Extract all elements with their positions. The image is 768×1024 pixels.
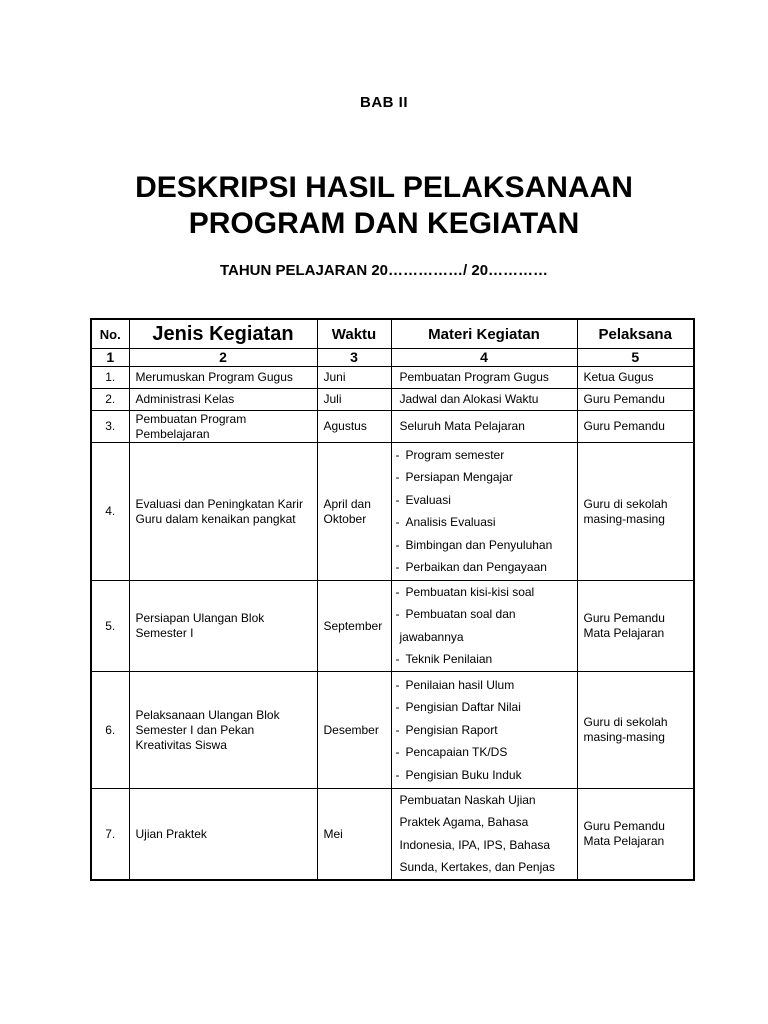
materi-item [392,674,577,697]
materi-item-text: jawabannya [399,629,464,644]
row-number: 5. [91,581,129,672]
materi-item-text: Perbaikan dan Pengayaan [405,560,547,575]
materi-item-text: Analisis Evaluasi [405,515,496,530]
materi-item [392,834,577,857]
header-no: No. [91,319,129,349]
column-index: 1 [91,349,129,367]
materi-item [392,557,577,580]
materi-item-text: Praktek Agama, Bahasa [399,815,529,830]
column-index: 5 [577,349,694,367]
materi-item [392,649,577,672]
row-jenis-kegiatan: Pelaksanaan Ulangan Blok Semester I dan Pekan Kreativitas Siswa [129,672,317,789]
bullet-dash: - [395,515,400,530]
row-pelaksana: Ketua Gugus [577,367,694,389]
row-number: 3. [91,411,129,443]
activities-table [90,318,695,881]
row-pelaksana: Guru Pemandu [577,389,694,411]
row-number: 6. [91,672,129,789]
materi-item-text: Pengisian Daftar Nilai [405,700,521,714]
materi-item [392,696,577,719]
row-pelaksana: Guru di sekolah masing-masing [577,443,694,581]
row-materi-kegiatan [391,411,577,443]
row-pelaksana: Guru Pemandu [577,411,694,443]
materi-item-text: Sunda, Kertakes, dan Penjas [399,860,555,875]
materi-item [392,489,577,512]
materi-item [392,392,577,407]
materi-item [392,719,577,742]
row-waktu: April dan Oktober [317,443,391,581]
materi-item [392,741,577,764]
row-materi-kegiatan [391,672,577,789]
materi-item [392,789,577,812]
column-index-row [91,349,694,367]
column-index: 3 [317,349,391,367]
bullet-dash: - [395,677,400,692]
header-materi-kegiatan: Materi Kegiatan [391,319,577,349]
row-pelaksana: Guru di sekolah masing-masing [577,672,694,789]
materi-item-text: Pencapaian TK/DS [405,745,508,759]
table-row [91,672,694,789]
materi-item [392,626,577,649]
row-number: 1. [91,367,129,389]
row-jenis-kegiatan: Administrasi Kelas [129,389,317,411]
materi-item-text: Pembuatan Naskah Ujian [399,792,536,807]
row-materi-kegiatan [391,389,577,411]
bullet-dash: - [395,767,400,782]
bullet-dash: - [395,700,400,714]
row-materi-kegiatan [391,443,577,581]
header-jenis-kegiatan: Jenis Kegiatan [129,319,317,349]
row-materi-kegiatan [391,367,577,389]
table-header-row [91,319,694,349]
title-line-1: DESKRIPSI HASIL PELAKSANAAN [135,171,633,204]
header-waktu: Waktu [317,319,391,349]
row-pelaksana: Guru Pemandu Mata Pelajaran [577,789,694,881]
materi-item-text: Evaluasi [405,492,451,507]
column-index: 4 [391,349,577,367]
row-materi-kegiatan [391,789,577,881]
row-pelaksana: Guru Pemandu Mata Pelajaran [577,581,694,672]
row-jenis-kegiatan: Persiapan Ulangan Blok Semester I [129,581,317,672]
row-jenis-kegiatan: Pembuatan Program Pembelajaran [129,411,317,443]
school-year-subtitle: TAHUN PELAJARAN 20……………/ 20………… [219,262,549,279]
bullet-dash: - [395,470,400,485]
table-row [91,789,694,881]
table-row [91,367,694,389]
table-row [91,411,694,443]
materi-item [392,764,577,787]
materi-item [392,604,577,627]
row-number: 7. [91,789,129,881]
row-number: 2. [91,389,129,411]
materi-item [392,444,577,467]
row-waktu: Juli [317,389,391,411]
row-waktu: Juni [317,367,391,389]
materi-item [392,467,577,490]
materi-item [392,581,577,604]
table-row [91,389,694,411]
materi-item-text: Seluruh Mata Pelajaran [399,419,525,433]
page-title [0,170,768,242]
row-waktu: Mei [317,789,391,881]
row-waktu: Agustus [317,411,391,443]
materi-item-text: Pembuatan Program Gugus [399,370,549,384]
header-pelaksana: Pelaksana [577,319,694,349]
bullet-dash: - [395,722,400,737]
materi-item-text: Indonesia, IPA, IPS, Bahasa [399,837,551,852]
materi-item-text: Pembuatan kisi-kisi soal [405,584,535,599]
materi-item-text: Program semester [405,447,505,462]
chapter-label: BAB II [360,94,408,111]
row-jenis-kegiatan: Ujian Praktek [129,789,317,881]
bullet-dash: - [395,652,400,667]
title-line-2: PROGRAM DAN KEGIATAN [188,207,580,240]
row-jenis-kegiatan: Merumuskan Program Gugus [129,367,317,389]
materi-item [392,512,577,535]
bullet-dash: - [395,607,400,622]
table-body [91,367,694,881]
column-index: 2 [129,349,317,367]
bullet-dash: - [395,584,400,599]
row-waktu: September [317,581,391,672]
bullet-dash: - [395,492,400,507]
materi-item-text: Pembuatan soal dan [405,607,516,622]
materi-item-text: Bimbingan dan Penyuluhan [405,537,553,552]
bullet-dash: - [395,560,400,575]
materi-item-text: Teknik Penilaian [405,652,493,667]
materi-item [392,812,577,835]
table-row [91,581,694,672]
materi-item [392,419,577,434]
materi-item-text: Pengisian Raport [405,722,498,737]
materi-item-text: Persiapan Mengajar [405,470,513,485]
row-number: 4. [91,443,129,581]
row-jenis-kegiatan: Evaluasi dan Peningkatan Karir Guru dalam kenaikan pangkat [129,443,317,581]
table-row [91,443,694,581]
row-waktu: Desember [317,672,391,789]
materi-item-text: Pengisian Buku Induk [405,767,522,782]
materi-item [392,857,577,880]
materi-item-text: Penilaian hasil Ulum [405,677,515,692]
bullet-dash: - [395,745,400,759]
materi-item [392,370,577,385]
materi-item [392,534,577,557]
materi-item-text: Jadwal dan Alokasi Waktu [399,392,539,406]
bullet-dash: - [395,447,400,462]
row-materi-kegiatan [391,581,577,672]
bullet-dash: - [395,537,400,552]
